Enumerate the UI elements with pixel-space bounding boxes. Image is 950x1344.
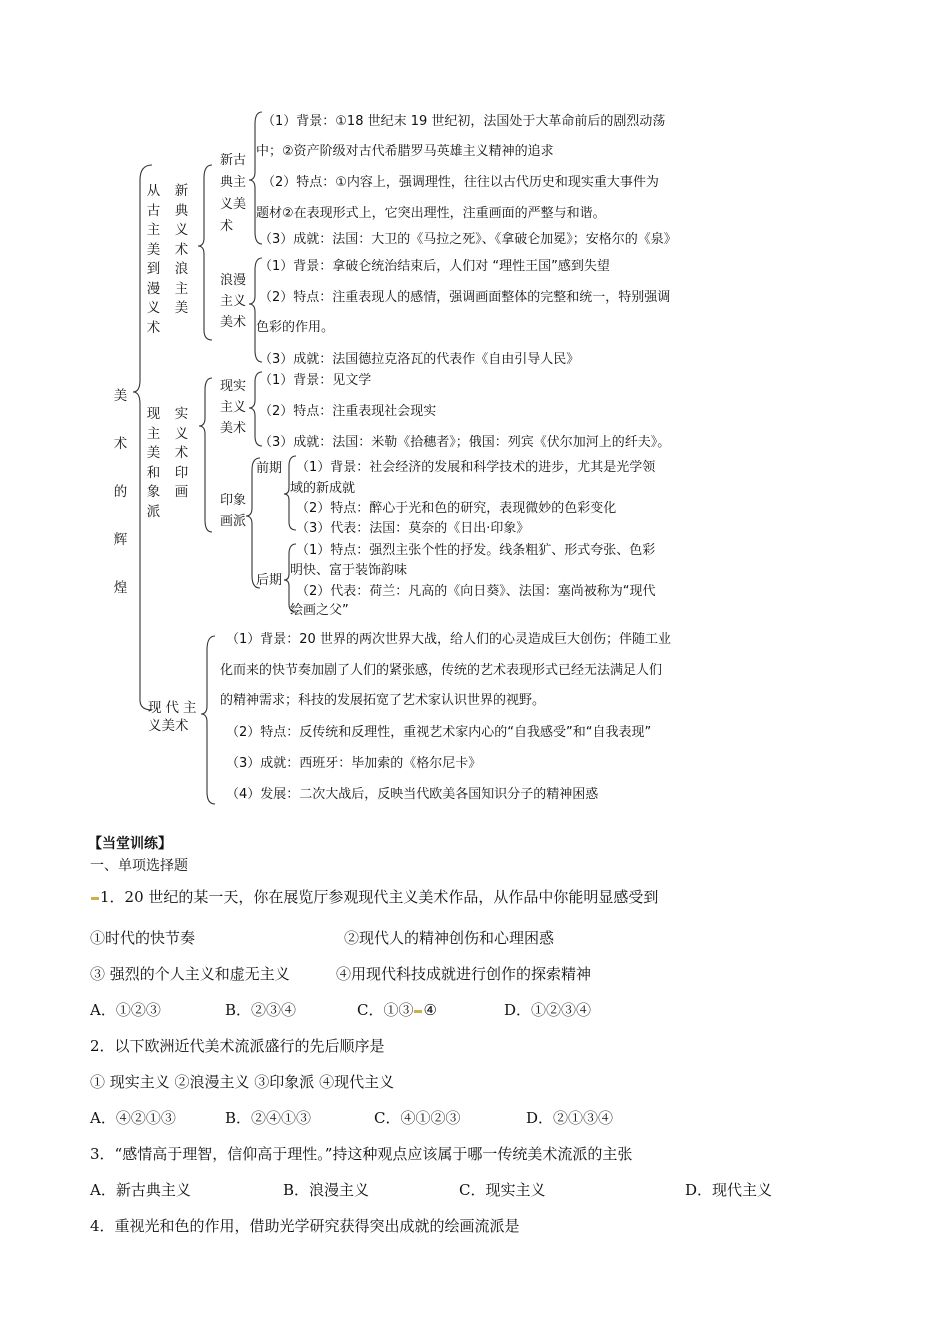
q1-option-2: ②现代人的精神创伤和心理困惑 (344, 929, 555, 947)
realism-label-3: 美术 (220, 421, 247, 436)
root-label: 美术的辉煌 (113, 388, 128, 596)
early-item-1: （1）背景：社会经济的发展和科学技术的进步，尤其是光学领 (296, 460, 656, 475)
q2-answer-d: D．②①③④ (526, 1109, 614, 1127)
romantic-item-3: 色彩的作用。 (256, 320, 335, 335)
branch3-line2: 义美术 (148, 718, 189, 734)
early-label: 前期 (256, 461, 283, 476)
q1-answer-d: D．①②③④ (504, 1001, 592, 1019)
neoclassical-label-4: 术 (220, 219, 234, 234)
neoclassical-item-4: 题材②在表现形式上，它突出理性，注重画面的严整与和谐。 (256, 206, 606, 221)
q2-answer-a: A．④②①③ (90, 1109, 176, 1127)
q3-answer-a: A．新古典主义 (90, 1181, 191, 1199)
q2-sequence: ① 现实主义 ②浪漫主义 ③印象派 ④现代主义 (90, 1073, 395, 1091)
neoclassical-brace (249, 112, 262, 244)
modern-item-5: （3）成就：西班牙：毕加索的《格尔尼卡》 (226, 756, 482, 771)
early-item-4: （3）代表：法国：莫奈的《日出·印象》 (296, 521, 530, 536)
highlight-mark (91, 897, 99, 900)
romantic-label-1: 浪漫 (220, 273, 247, 288)
exercise-heading: 【当堂训练】 (88, 836, 172, 852)
q1-option-4: ④用现代科技成就进行创作的探索精神 (336, 965, 592, 983)
q1-answer-c-post: ④ (423, 1001, 437, 1019)
branch1-label-col1: 从古主美到漫义术 (146, 183, 161, 336)
neoclassical-label-2: 典主 (220, 175, 247, 190)
branch2-label-col1: 现主美和象派 (146, 406, 161, 520)
modern-item-2: 化而来的快节奏加剧了人们的紧张感，传统的艺术表现形式已经无法满足人们 (220, 663, 663, 678)
modern-item-1: （1）背景：20 世界的两次世界大战，给人们的心灵造成巨大创伤；伴随工业 (226, 632, 671, 647)
romantic-label-2: 主义 (220, 294, 247, 309)
realism-label (220, 376, 246, 439)
impressionism-label (220, 490, 246, 532)
realism-item-3: （3）成就：法国：米勒《拾穗者》；俄国：列宾《伏尔加河上的纤夫》。 (259, 435, 671, 450)
q1-answer-c (357, 1001, 437, 1019)
q3-answer-c: C．现实主义 (459, 1181, 546, 1199)
early-item-2: 域的新成就 (290, 481, 356, 496)
late-item-2: 明快、富于装饰韵味 (290, 563, 408, 578)
branch2-label-col2: 实义术印画 (174, 406, 189, 500)
q4-stem: 4．重视光和色的作用，借助光学研究获得突出成就的绘画流派是 (90, 1217, 520, 1235)
realism-label-2: 主义 (220, 400, 247, 415)
q1-answer-c-pre: C．①③ (357, 1001, 414, 1019)
impressionism-brace (246, 458, 260, 588)
highlight-mark-2 (414, 1010, 422, 1013)
early-item-3: （2）特点：醉心于光和色的研究，表现微妙的色彩变化 (296, 501, 617, 516)
modern-item-3: 的精神需求；科技的发展拓宽了艺术家认识世界的视野。 (220, 693, 546, 708)
q1-option-3: ③ 强烈的个人主义和虚无主义 (90, 965, 290, 983)
neoclassical-item-5: （3）成就：法国：大卫的《马拉之死》、《拿破仑加冕》；安格尔的《泉》 (259, 232, 677, 247)
late-label: 后期 (256, 573, 283, 588)
neoclassical-item-2: 中；②资产阶级对古代希腊罗马英雄主义精神的追求 (256, 144, 554, 159)
q2-stem: 2．以下欧洲近代美术流派盛行的先后顺序是 (90, 1037, 385, 1055)
branch2-brace (199, 378, 212, 532)
late-item-3: （2）代表：荷兰：凡高的《向日葵》、法国：塞尚被称为“现代 (296, 584, 656, 599)
neoclassical-label-3: 义美 (220, 197, 247, 212)
neoclassical-item-3: （2）特点：①内容上，强调理性，往往以古代历史和现实重大事件为 (262, 175, 659, 190)
realism-label-1: 现实 (220, 379, 247, 394)
q1-stem-text: 1．20 世纪的某一天，你在展览厅参观现代主义美术作品，从作品中你能明显感受到 (100, 888, 659, 906)
q3-stem: 3．“感情高于理智，信仰高于理性。”持这种观点应该属于哪一传统美术流派的主张 (90, 1145, 633, 1163)
modern-brace (201, 636, 215, 804)
q1-answer-b: B．②③④ (225, 1001, 297, 1019)
q3-answer-d: D．现代主义 (685, 1181, 773, 1199)
q1-answer-a: A．①②③ (90, 1001, 161, 1019)
impressionism-label-2: 画派 (220, 514, 247, 529)
q1-stem (90, 888, 658, 906)
neoclassical-label (220, 150, 246, 238)
neoclassical-item-1: （1）背景：①18 世纪末 19 世纪初，法国处于大革命前后的剧烈动荡 (262, 114, 666, 129)
branch1-brace (198, 165, 212, 340)
impressionism-label-1: 印象 (220, 493, 247, 508)
late-item-1: （1）特点：强烈主张个性的抒发。线条粗犷、形式夸张、色彩 (296, 543, 656, 558)
q2-answer-b: B．②④①③ (225, 1109, 312, 1127)
branch1-label-col2: 新典义术浪主美 (174, 183, 189, 316)
q3-answer-b: B．浪漫主义 (283, 1181, 370, 1199)
romantic-item-4: （3）成就：法国德拉克洛瓦的代表作《自由引导人民》 (259, 352, 580, 367)
late-item-4: 绘画之父” (290, 603, 349, 618)
romantic-item-1: （1）背景：拿破仑统治结束后，人们对 “理性王国”感到失望 (259, 259, 610, 274)
romantic-label-3: 美术 (220, 315, 247, 330)
realism-item-1: （1）背景：见文学 (259, 373, 372, 388)
section-title: 一、单项选择题 (90, 858, 188, 874)
modern-item-6: （4）发展：二次大战后，反映当代欧美各国知识分子的精神困惑 (226, 787, 599, 802)
romantic-item-2: （2）特点：注重表现人的感情，强调画面整体的完整和统一，特别强调 (259, 290, 671, 305)
q2-answer-c: C．④①②③ (374, 1109, 461, 1127)
neoclassical-label-1: 新古 (220, 153, 247, 168)
modern-item-4: （2）特点：反传统和反理性，重视艺术家内心的“自我感受”和“自我表现” (226, 725, 652, 740)
q1-option-1: ①时代的快节奏 (90, 929, 196, 947)
romantic-label (220, 270, 246, 333)
realism-item-2: （2）特点：注重表现社会现实 (259, 404, 437, 419)
branch3-line1: 现代主 (148, 700, 201, 716)
